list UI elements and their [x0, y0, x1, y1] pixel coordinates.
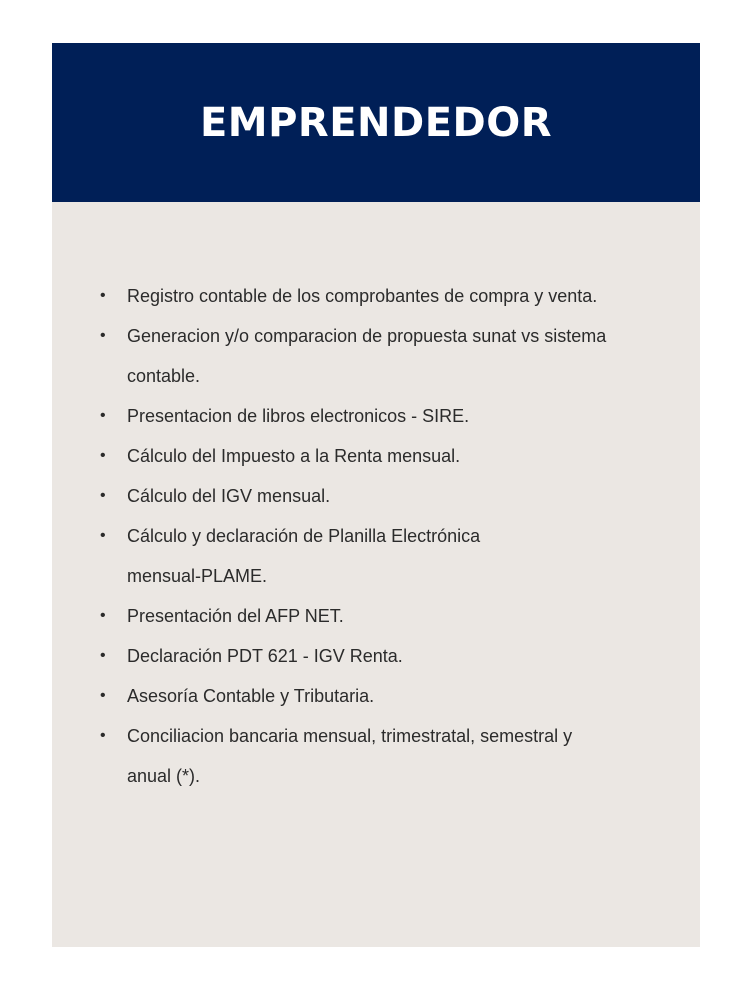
- list-item-text-continuation: contable.: [127, 366, 201, 386]
- list-item: [52, 516, 700, 596]
- bullet-icon: •: [100, 727, 106, 744]
- list-item-text: Cálculo y declaración de Planilla Electrónica: [127, 526, 481, 546]
- list-item: [52, 636, 700, 676]
- list-item-text-continuation: mensual-PLAME.: [127, 566, 268, 586]
- list-item-text: Conciliacion bancaria mensual, trimestratal, semestral y: [127, 726, 573, 746]
- list-item-text: Registro contable de los comprobantes de compra y venta.: [127, 286, 598, 306]
- bullet-icon: •: [100, 607, 106, 624]
- list-item-text-continuation: anual (*).: [127, 766, 201, 786]
- card-header: [52, 43, 700, 202]
- list-item: [52, 596, 700, 636]
- list-item-text: Asesoría Contable y Tributaria.: [127, 686, 375, 706]
- list-item: [52, 276, 700, 316]
- service-card: [52, 43, 700, 947]
- list-item: [52, 316, 700, 396]
- list-item: [52, 396, 700, 436]
- bullet-icon: •: [100, 407, 106, 424]
- list-item-text: Cálculo del IGV mensual.: [127, 486, 331, 506]
- card-title: EMPRENDEDOR: [199, 99, 553, 146]
- list-item-text: Generacion y/o comparacion de propuesta sunat vs sistema: [127, 326, 607, 346]
- list-item-text: Presentacion de libros electronicos - SIRE.: [127, 406, 470, 426]
- bullet-icon: •: [100, 327, 106, 344]
- list-item-text: Presentación del AFP NET.: [127, 606, 344, 626]
- list-item: [52, 476, 700, 516]
- bullet-icon: •: [100, 287, 106, 304]
- list-item-text: Declaración PDT 621 - IGV Renta.: [127, 646, 403, 666]
- bullet-icon: •: [100, 447, 106, 464]
- list-item: [52, 676, 700, 716]
- list-item: [52, 436, 700, 476]
- list-item-text: Cálculo del Impuesto a la Renta mensual.: [127, 446, 461, 466]
- bullet-icon: •: [100, 487, 106, 504]
- list-item: [52, 716, 700, 796]
- bullet-icon: •: [100, 647, 106, 664]
- bullet-icon: •: [100, 687, 106, 704]
- bullet-icon: •: [100, 527, 106, 544]
- feature-list: [52, 276, 700, 796]
